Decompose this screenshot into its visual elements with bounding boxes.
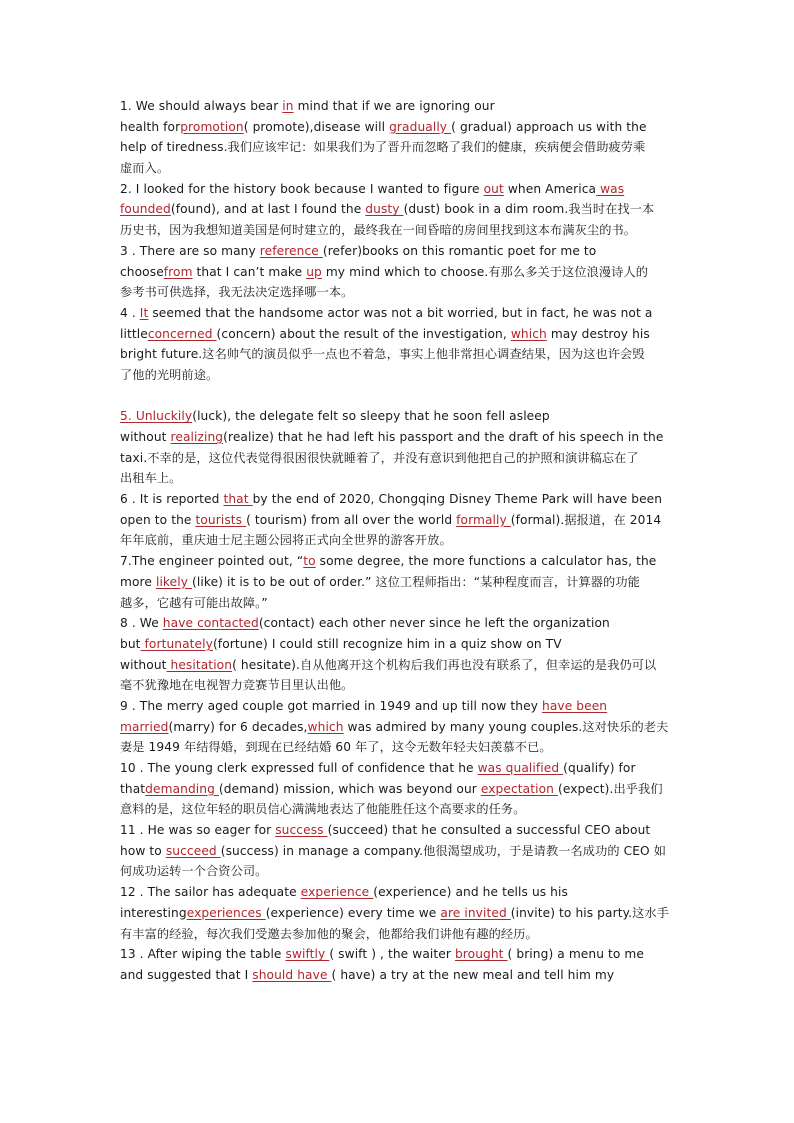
- answer-text: from: [163, 264, 193, 279]
- answer-text: hesitation: [166, 657, 233, 672]
- text-line: [120, 137, 675, 158]
- text-line: [120, 117, 675, 138]
- text-line: [120, 551, 675, 572]
- answer-text: brought: [454, 947, 508, 962]
- text-line: [120, 593, 675, 614]
- answer-text: married: [120, 719, 169, 734]
- answer-text: expectation: [480, 781, 558, 796]
- answer-text: promotion: [180, 119, 244, 134]
- answer-text: fortunately: [140, 636, 213, 651]
- text-line: [120, 365, 675, 386]
- answer-text: that: [223, 492, 253, 507]
- body-text: 3 . There are so many: [120, 243, 260, 258]
- body-text: 参考书可供选择，我无法决定选择哪一本。: [120, 285, 354, 300]
- text-line: [120, 96, 675, 117]
- body-text: (formal).据报道，在 2014: [510, 512, 662, 527]
- text-line: [120, 737, 675, 758]
- answer-text: have been: [542, 698, 608, 713]
- text-line: [120, 634, 675, 655]
- text-line: [120, 344, 675, 365]
- body-text: ( swift ) , the waiter: [329, 947, 455, 962]
- answer-text: formally: [456, 512, 511, 527]
- body-text: (realize) that he had left his passport and the draft of his speech in the: [223, 430, 664, 444]
- body-text: 毫不犹豫地在电视智力竞赛节目里认出他。: [120, 678, 354, 693]
- text-line: [120, 241, 675, 262]
- text-line: [120, 675, 675, 696]
- body-text: (experience) and he tells us his: [373, 885, 568, 900]
- body-text: without: [120, 430, 171, 444]
- answer-text: up: [306, 264, 322, 279]
- body-text: (contact) each other never since he left the organization: [258, 616, 610, 631]
- text-line: [120, 861, 675, 882]
- text-line: [120, 199, 675, 220]
- body-text: (like) it is to be out of order.” 这位工程师指出：“某种程度而言，计算器的功能: [192, 574, 640, 589]
- answer-text: have contacted: [162, 616, 259, 631]
- body-text: (luck), the delegate felt so sleepy that he soon fell asleep: [192, 409, 550, 424]
- body-text: 妻是 1949 年结得婚，到现在已经结婚 60 年了，这令无数年轻夫妇羡慕不已。: [120, 740, 552, 755]
- body-text: ( bring) a menu to me: [507, 947, 644, 962]
- body-text: when America: [503, 181, 597, 196]
- answer-text: was qualified: [477, 761, 564, 775]
- text-line: [120, 696, 675, 717]
- body-text: 历史书，因为我想知道美国是何时建立的，最终我在一间昏暗的房间里找到这本布满灰尘的书。: [120, 223, 637, 238]
- answer-text: succeed: [165, 843, 221, 858]
- answer-text: likely: [155, 574, 193, 589]
- body-text: (refer)books on this romantic poet for me to: [322, 243, 597, 258]
- body-text: bright future.这名帅气的演员似乎一点也不着急，事实上他非常担心调查结果，因为这也许会毁: [120, 347, 645, 362]
- body-text: 9 . The merry aged couple got married in 1949 and up till now they: [120, 698, 542, 713]
- text-line: [120, 303, 675, 324]
- text-line: [120, 282, 675, 303]
- body-text: 12 . The sailor has adequate: [120, 885, 301, 900]
- text-line: [120, 530, 675, 551]
- answer-text: which: [307, 719, 344, 734]
- answer-text: swiftly: [285, 947, 330, 962]
- blank-line: [120, 386, 675, 407]
- body-text: (success) in manage a company.他很渴望成功，于是请教一名成功的 CEO 如: [220, 843, 667, 858]
- body-text: 有丰富的经验，每次我们受邀去参加他的聚会，他都给我们讲他有趣的经历。: [120, 926, 538, 941]
- body-text: little: [120, 326, 148, 341]
- answer-text: should have: [252, 967, 332, 982]
- answer-text: in: [282, 99, 294, 113]
- body-text: 11 . He was so eager for: [120, 823, 276, 838]
- body-text: and suggested that I: [120, 967, 253, 982]
- text-line: [120, 262, 675, 283]
- text-line: [120, 468, 675, 489]
- answer-text: realizing: [170, 430, 224, 444]
- body-text: (found), and at last I found the: [170, 202, 366, 217]
- body-text: 7.The engineer pointed out, “: [120, 554, 304, 569]
- text-line: [120, 655, 675, 676]
- text-line: [120, 220, 675, 241]
- body-text: (experience) every time we: [265, 905, 441, 920]
- body-text: may destroy his: [546, 326, 650, 341]
- body-text: 6 . It is reported: [120, 492, 224, 507]
- body-text: 10 . The young clerk expressed full of confidence that he: [120, 761, 478, 775]
- document-body: [120, 96, 675, 986]
- text-line: [120, 448, 675, 469]
- body-text: (qualify) for: [563, 761, 636, 775]
- answer-text: success: [275, 823, 328, 838]
- body-text: 年年底前，重庆迪士尼主题公园将正式向全世界的游客开放。: [120, 533, 452, 548]
- body-text: (dust) book in a dim room.我当时在找一本: [403, 202, 655, 217]
- body-text: more: [120, 574, 156, 589]
- body-text: ( tourism) from all over the world: [246, 512, 457, 527]
- answer-text: are invited: [440, 905, 511, 920]
- body-text: (demand) mission, which was beyond our: [218, 781, 481, 796]
- body-text: but: [120, 636, 141, 651]
- text-line: [120, 820, 675, 841]
- body-text: 13 . After wiping the table: [120, 947, 286, 962]
- body-text: choose: [120, 264, 164, 279]
- body-text: (invite) to his party.这水手: [510, 905, 669, 920]
- body-text: health for: [120, 119, 181, 134]
- body-text: 2. I looked for the history book because I wanted to figure: [120, 181, 484, 196]
- answer-text: tourists: [195, 512, 247, 527]
- answer-text: was: [596, 181, 625, 196]
- body-text: ( hesitate).自从他离开这个机构后我们再也没有联系了，但幸运的是我仍可以: [232, 657, 657, 672]
- answer-text: to: [303, 554, 316, 569]
- text-line: [120, 489, 675, 510]
- text-line: [120, 406, 675, 427]
- text-line: [120, 510, 675, 531]
- body-text: 4 .: [120, 305, 140, 320]
- body-text: interesting: [120, 905, 187, 920]
- body-text: (fortune) I could still recognize him in a quiz show on TV: [212, 636, 562, 651]
- text-line: [120, 427, 675, 448]
- answer-text: experiences: [186, 905, 266, 920]
- text-line: [120, 779, 675, 800]
- body-text: (marry) for 6 decades,: [168, 719, 308, 734]
- answer-text: demanding: [145, 781, 219, 796]
- answer-text: 5.: [120, 409, 136, 424]
- body-text: how to: [120, 843, 166, 858]
- answer-text: gradually: [389, 119, 452, 134]
- text-line: [120, 882, 675, 903]
- text-line: [120, 944, 675, 965]
- text-line: [120, 965, 675, 986]
- body-text: by the end of 2020, Chongqing Disney Theme Park will have been: [252, 492, 663, 507]
- answer-text: reference: [259, 243, 323, 258]
- answer-text: which: [510, 326, 547, 341]
- answer-text: It: [139, 305, 149, 320]
- body-text: 出租车上。: [120, 471, 182, 486]
- body-text: that: [120, 781, 146, 796]
- text-line: [120, 924, 675, 945]
- text-line: [120, 717, 675, 738]
- text-line: [120, 903, 675, 924]
- body-text: that I can’t make: [192, 264, 307, 279]
- body-text: taxi.不幸的是，这位代表觉得很困很快就睡着了，并没有意识到他把自己的护照和演讲稿忘在了: [120, 450, 639, 465]
- text-line: [120, 324, 675, 345]
- answer-text: Unluckily: [135, 409, 193, 424]
- body-text: help of tiredness.我们应该牢记：如果我们为了晋升而忽略了我们的健康，疾病便会借助疲劳乘: [120, 140, 646, 155]
- body-text: 了他的光明前途。: [120, 367, 219, 382]
- text-line: [120, 799, 675, 820]
- body-text: 越多，它越有可能出故障。”: [120, 595, 268, 610]
- text-line: [120, 613, 675, 634]
- body-text: (succeed) that he consulted a successful CEO about: [327, 823, 651, 838]
- answer-text: out: [483, 181, 504, 196]
- body-text: ( promote),disease will: [243, 119, 390, 134]
- body-text: 意料的是，这位年轻的职员信心满满地表达了他能胜任这个高要求的任务。: [120, 802, 526, 817]
- text-line: [120, 572, 675, 593]
- body-text: (expect).出乎我们: [557, 781, 663, 796]
- body-text: 何成功运转一个合资公司。: [120, 864, 268, 879]
- body-text: ( gradual) approach us with the: [451, 119, 647, 134]
- body-text: seemed that the handsome actor was not a bit worried, but in fact, he was not a: [148, 305, 653, 320]
- body-text: open to the: [120, 512, 196, 527]
- body-text: mind that if we are ignoring our: [293, 99, 495, 113]
- body-text: (concern) about the result of the investigation,: [216, 326, 511, 341]
- answer-text: experience: [300, 885, 374, 900]
- text-line: [120, 179, 675, 200]
- body-text: without: [120, 657, 167, 672]
- body-text: 虚而入。: [120, 161, 170, 176]
- answer-text: concerned: [147, 326, 217, 341]
- text-line: [120, 841, 675, 862]
- body-text: my mind which to choose.有那么多关于这位浪漫诗人的: [321, 264, 649, 279]
- answer-text: founded: [120, 202, 171, 217]
- body-text: was admired by many young couples.这对快乐的老夫: [343, 719, 669, 734]
- body-text: some degree, the more functions a calculator has, the: [315, 554, 657, 569]
- text-line: [120, 158, 675, 179]
- body-text: 1. We should always bear: [120, 99, 283, 113]
- text-line: [120, 758, 675, 779]
- answer-text: dusty: [365, 202, 404, 217]
- body-text: ( have) a try at the new meal and tell him my: [331, 967, 615, 982]
- body-text: 8 . We: [120, 616, 163, 631]
